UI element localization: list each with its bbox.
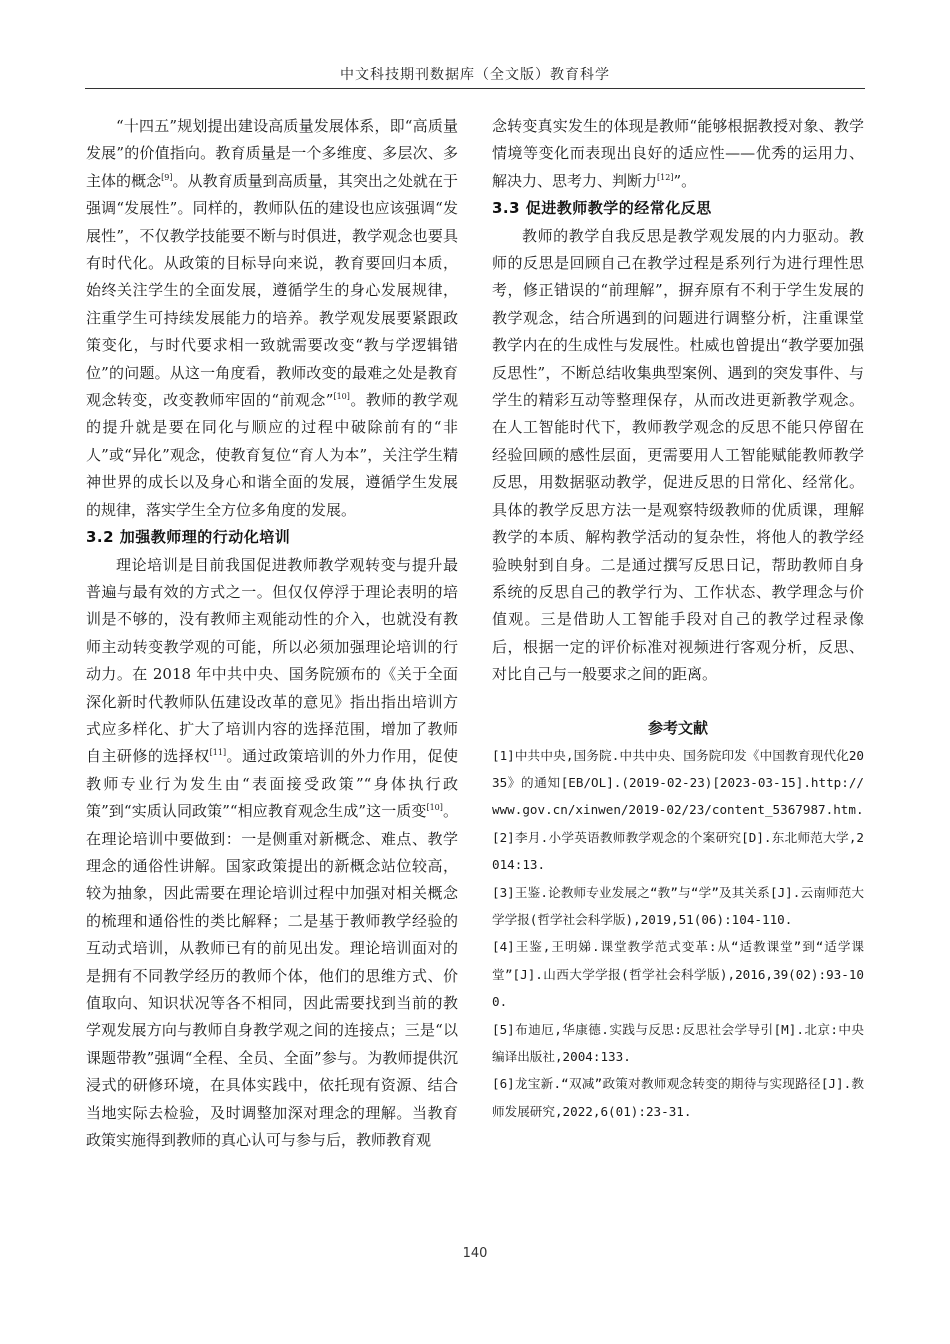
paragraph-continuation (492, 113, 864, 195)
reference-item: [6]龙宝新.“双减”政策对教师观念转变的期待与实现路径[J].教师发展研究,2022,6(01):23-31. (492, 1076, 864, 1119)
section-heading-3-3: 3.3 促进教师教学的经常化反思 (492, 199, 712, 218)
paragraph-quality-development (86, 113, 458, 524)
reference-item: [2]李月.小学英语教师教学观念的个案研究[D].东北师范大学,2014:13. (492, 829, 864, 873)
references-title: 参考文献 (647, 718, 708, 737)
citation: [11] (209, 748, 227, 758)
text-span: 理论培训是目前我国促进教师教学观转变与提升最普遍与最有效的方式之一。但仅仅停浮于理论表明的培训是不够的，没有教师主观能动性的介入，也就没有教师主动转变教学观的可能，所以必须加强理论培训的行动力。在 2018 年中共中央、国务院颁布的《关于全面深化新时代教师队伍建设改革的意见》指出指出培训方式应多样化、扩大了培训内容的选择范围，增加了教师自主研修的选择权 (86, 555, 458, 766)
paragraph-theory-training (86, 552, 458, 1155)
citation: [12] (657, 172, 674, 182)
text-span: 。通过政策培训的外力作用，促使教师专业行为发生由“表面接受政策”“身体执行政策”到“实质认同政策”“相应教育观念生成”这一质变 (86, 747, 458, 821)
header-rule (85, 88, 865, 89)
citation: [10] (333, 392, 350, 402)
section-heading-3-2: 3.2 加强教师理的行动化培训 (86, 528, 291, 547)
reference-item: [3]王鉴.论教师专业发展之“教”与“学”及其关系[J].云南师范大学学报(哲学社会科学版),2019,51(06):104-110. (492, 884, 864, 927)
page-number: 140 (462, 1246, 488, 1261)
citation: [9] (161, 172, 173, 182)
citation: [10] (426, 803, 443, 813)
reference-list (492, 742, 864, 1126)
text-span: “十四五”规划提出建设高质量发展体系，即“高质量发展”的价值指向。教育质量是一个多维度、多层次、多主体的概念 (86, 117, 458, 190)
paragraph-reflection: 教师的教学自我反思是教学观发展的内力驱动。教师的反思是回顾自己在教学过程是系列行为进行理性思考，修正错误的“前理解”，摒弃原有不利于学生发展的教学观念，结合所遇到的问题进行调整分析，注重课堂教学内在的生成性与发展性。杜威也曾提出“教学要加强反思性”，不断总结收集典型案例、遇到的突发事件、与学生的精彩互动等整理保存，从而改进更新教学观念。在人工智能时代下，教师教学观念的反思不能只停留在经验回顾的感性层面，更需要用人工智能赋能教师教学反思，用数据驱动教学，促进反思的日常化、经常化。具体的教学反思方法一是观察特级教师的优质课，理解教学的本质、解构教学活动的复杂性，将他人的教学经验映射到自身。二是通过撰写反思日记，帮助教师自身系统的反思自己的教学行为、工作状态、教学理念与价值观。三是借助人工智能手段对自己的教学过程录像后，根据一定的评价标准对视频进行客观分析，反思、对比自己与一般要求之间的距离。 (492, 226, 864, 684)
reference-item: [4]王鉴,王明娣.课堂教学范式变革:从“适教课堂”到“适学课堂”[J].山西大学学报(哲学社会科学版),2016,39(02):93-100. (492, 939, 864, 1010)
right-column (492, 113, 864, 1125)
reference-item: [1]中共中央,国务院.中共中央、国务院印发《中国教育现代化2035》的通知[EB/OL].(2019-02-23)[2023-03-15].http://www.gov.cn/xinwen/2019-02/23/content_5367987.htm. (492, 747, 864, 818)
text-span: 。在理论培训中要做到：一是侧重对新概念、难点、教学理念的通俗性讲解。国家政策提出的新概念站位较高，较为抽象，因此需要在理论培训过程中加强对相关概念的梳理和通俗性的类比解释；二是基于教师教学经验的互动式培训，从教师已有的前见出发。理论培训面对的是拥有不同教学经历的教师个体，他们的思维方式、价值取向、知识状况等各不相同，因此需要找到当前的教学观发展方向与教师自身教学观之间的连接点；三是“以课题带教”强调“全程、全员、全面”参与。为教师提供沉浸式的研修环境，在具体实践中，依托现有资源、结合当地实际去检验，及时调整加深对理念的理解。当教育政策实施得到教师的真心认可与参与后，教师教育观 (86, 802, 458, 1150)
text-span: 。教师的教学观的提升就是要在同化与顺应的过程中破除前有的“非人”或“异化”观念，使教育复位“育人为本”，关注学生精神世界的成长以及身心和谐全面的发展，遵循学生发展的规律，落实学生全方位多角度的发展。 (86, 391, 458, 519)
text-span: ”。 (673, 171, 697, 190)
text-span: 。从教育质量到高质量，其突出之处就在于强调“发展性”。同样的，教师队伍的建设也应该强调“发展性”，不仅教学技能要不断与时俱进，教学观念也要具有时代化。从政策的目标导向来说，教育要回归本质，始终关注学生的全面发展，遵循学生的身心发展规律，注重学生可持续发展能力的培养。教学观发展要紧跟政策变化，与时代要求相一致就需要改变“教与学逻辑错位”的问题。从这一角度看，教师改变的最难之处是教育观念转变，改变教师牢固的“前观念” (86, 171, 458, 410)
left-column (86, 113, 458, 1154)
reference-item: [5]布迪厄,华康德.实践与反思:反思社会学导引[M].北京:中央编译出版社,2004:133. (492, 1021, 864, 1064)
journal-header: 中文科技期刊数据库（全文版）教育科学 (340, 67, 610, 83)
text-span: 念转变真实发生的体现是教师“能够根据教授对象、教学情境等变化而表现出良好的适应性——优秀的运用力、解决力、思考力、判断力 (492, 117, 864, 190)
